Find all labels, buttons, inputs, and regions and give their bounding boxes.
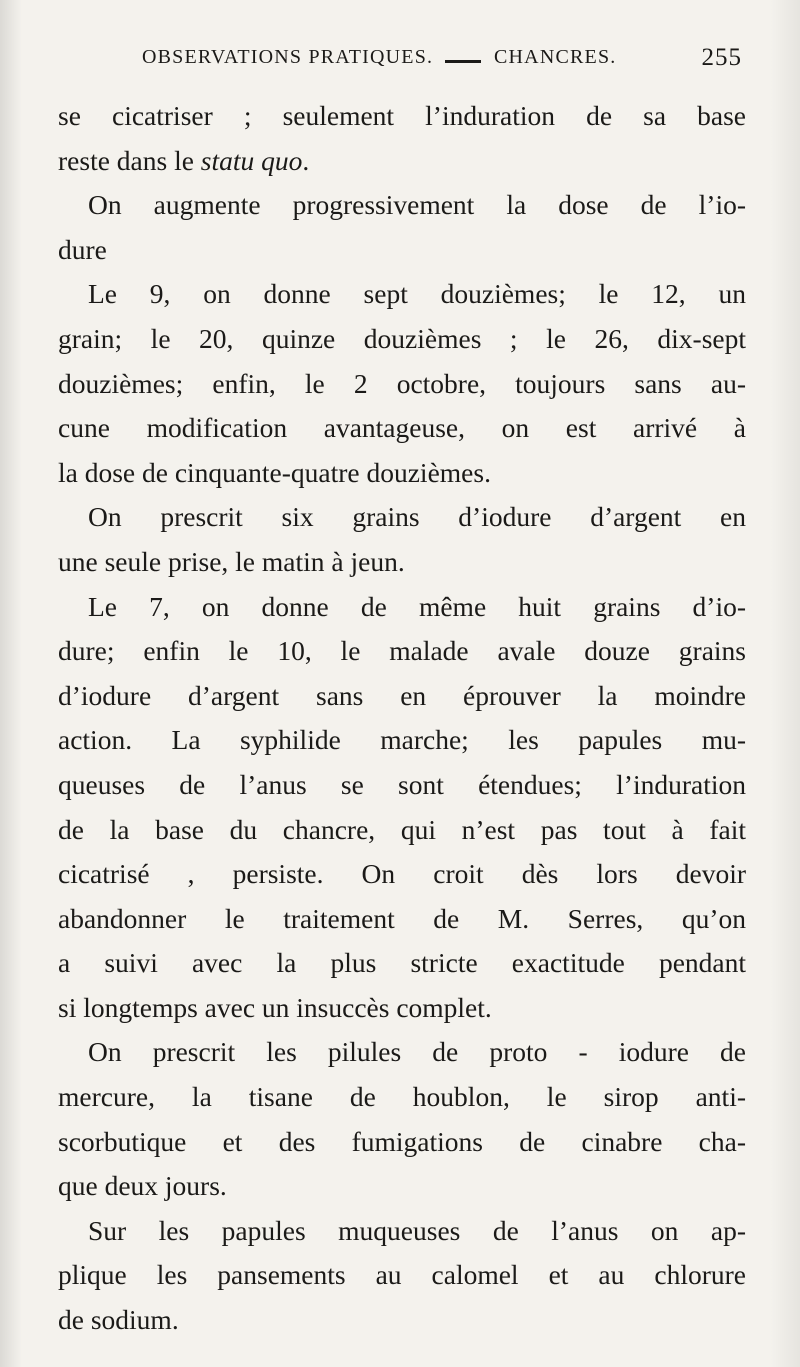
text-line: la dose de cinquante-quatre douzièmes. (58, 456, 491, 488)
text-line: mercure, la tisane de houblon, le sirop anti- (58, 1081, 746, 1113)
text-line: une seule prise, le matin à jeun. (58, 545, 405, 577)
italic-phrase: statu quo (200, 144, 303, 176)
text-line: grain; le 20, quinze douzièmes ; le 26, dix-sept (58, 322, 746, 354)
text-line: a suivi avec la plus stricte exactitude pendant (58, 947, 746, 979)
running-head-right: CHANCRES. (494, 46, 617, 68)
text-line: abandonner le traitement de M. Serres, qu’on (58, 902, 746, 934)
body-text (58, 94, 746, 1343)
text-line: dure; enfin le 10, le malade avale douze grains (58, 635, 746, 667)
paragraph (58, 1209, 746, 1343)
text-line: queuses de l’anus se sont étendues; l’induration (58, 768, 746, 800)
paragraph (58, 183, 746, 272)
page-header (142, 44, 742, 76)
paragraph (58, 272, 746, 495)
text-line: que deux jours. (58, 1170, 227, 1202)
text-line: cicatrisé , persiste. On croit dès lors devoir (58, 858, 746, 890)
text-line: On prescrit les pilules de proto - iodure de (88, 1036, 746, 1068)
text-line: scorbutique et des fumigations de cinabre cha- (58, 1125, 746, 1157)
running-head-dash (445, 60, 481, 63)
text-line: de sodium. (58, 1304, 179, 1336)
paragraph (58, 585, 746, 1031)
text-line: plique les pansements au calomel et au chlorure (58, 1259, 746, 1291)
text-line: se cicatriser ; seulement l’induration de sa base (58, 100, 746, 131)
text-line: de la base du chancre, qui n’est pas tout à fait (58, 813, 746, 845)
page-number: 255 (701, 44, 742, 71)
text-line (58, 139, 746, 184)
paragraph (58, 495, 746, 584)
text-line: action. La syphilide marche; les papules mu- (58, 724, 746, 756)
running-head-left: OBSERVATIONS PRATIQUES. (142, 46, 434, 68)
paragraph (58, 94, 746, 183)
text-line: Le 9, on donne sept douzièmes; le 12, un (88, 278, 746, 310)
text-line: Le 7, on donne de même huit grains d’io- (88, 590, 746, 622)
text-line: dure (58, 233, 107, 265)
text-line: cune modification avantageuse, on est arrivé à (58, 412, 746, 444)
text-line: si longtemps avec un insuccès complet. (58, 991, 492, 1023)
text-line: On augmente progressivement la dose de l’io- (88, 189, 746, 221)
text-fragment: . (302, 144, 310, 176)
text-line: d’iodure d’argent sans en éprouver la moindre (58, 679, 746, 711)
text-line: douzièmes; enfin, le 2 octobre, toujours sans au- (58, 367, 746, 399)
paragraph (58, 1030, 746, 1208)
text-fragment: reste dans le (58, 144, 201, 176)
text-line: Sur les papules muqueuses de l’anus on ap- (88, 1214, 746, 1246)
text-line: On prescrit six grains d’iodure d’argent en (88, 501, 746, 533)
